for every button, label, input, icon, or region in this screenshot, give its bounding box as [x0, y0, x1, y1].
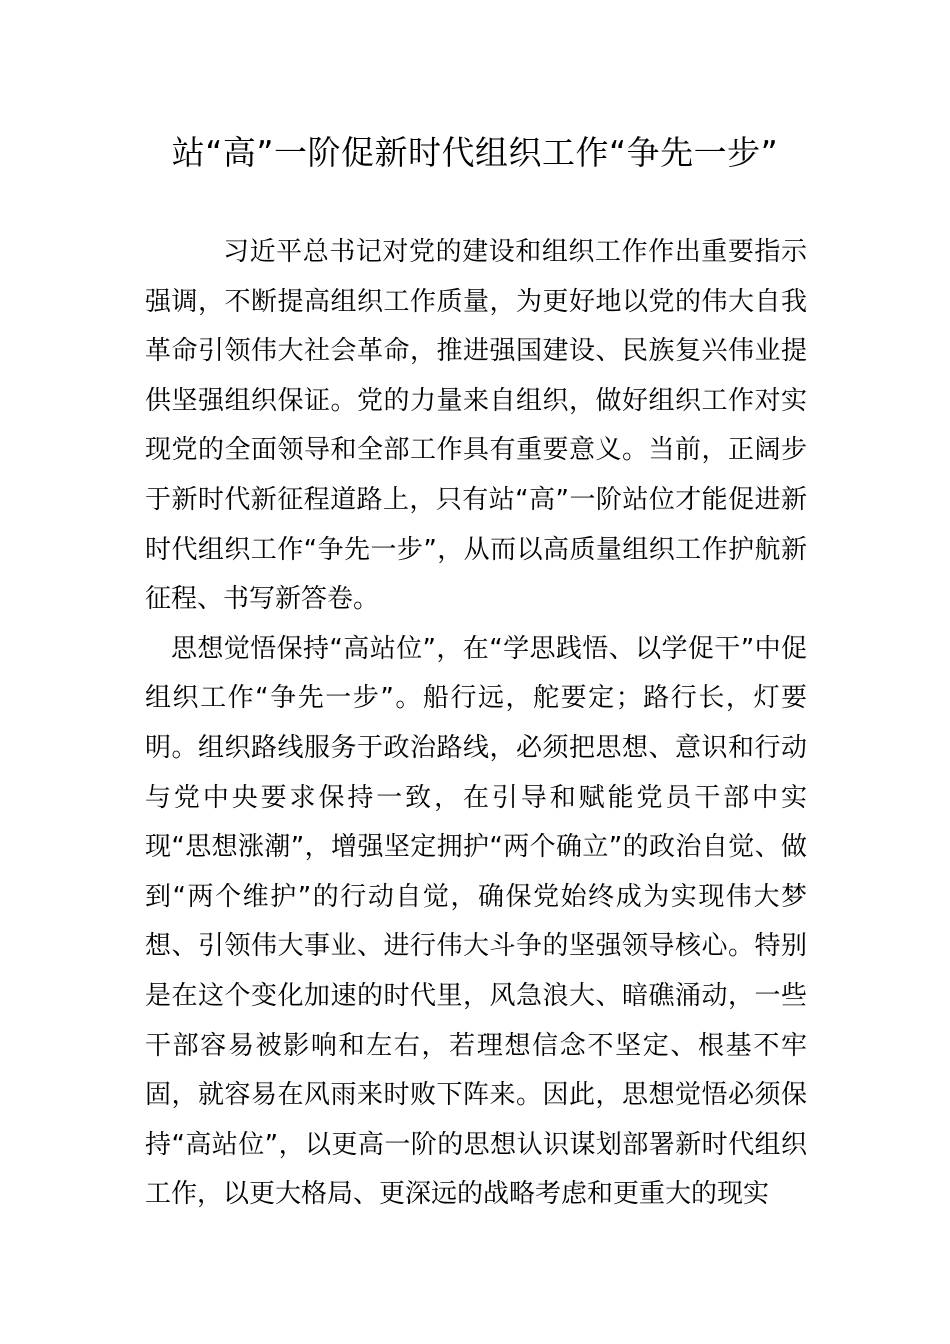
- document-title: 站“高”一阶促新时代组织工作“争先一步”: [171, 133, 779, 172]
- document-body: [145, 228, 807, 1220]
- paragraph-intro: 习近平总书记对党的建设和组织工作作出重要指示强调，不断提高组织工作质量，为更好地以党的伟大自我革命引领伟大社会革命，推进强国建设、民族复兴伟业提供坚强组织保证。党的力量来自组织，做好组织工作对实现党的全面领导和全部工作具有重要意义。当前，正阔步于新时代新征程道路上，只有站“高”一阶站位才能促进新时代组织工作“争先一步”，从而以高质量组织工作护航新征程、书写新答卷。: [145, 237, 807, 615]
- paragraph-thought-awareness: 思想觉悟保持“高站位”，在“学思践悟、以学促干”中促组织工作“争先一步”。船行远，舵要定；路行长，灯要明。组织路线服务于政治路线，必须把思想、意识和行动与党中央要求保持一致，在引导和赋能党员干部中实现“思想涨潮”，增强坚定拥护“两个确立”的政治自觉、做到“两个维护”的行动自觉，确保党始终成为实现伟大梦想、引领伟大事业、进行伟大斗争的坚强领导核心。特别是在这个变化加速的时代里，风急浪大、暗礁涌动，一些干部容易被影响和左右，若理想信念不坚定、根基不牢固，就容易在风雨来时败下阵来。因此，思想觉悟必须保持“高站位”，以更高一阶的思想认识谋划部署新时代组织工作，以更大格局、更深远的战略考虑和更重大的现实: [145, 633, 807, 1210]
